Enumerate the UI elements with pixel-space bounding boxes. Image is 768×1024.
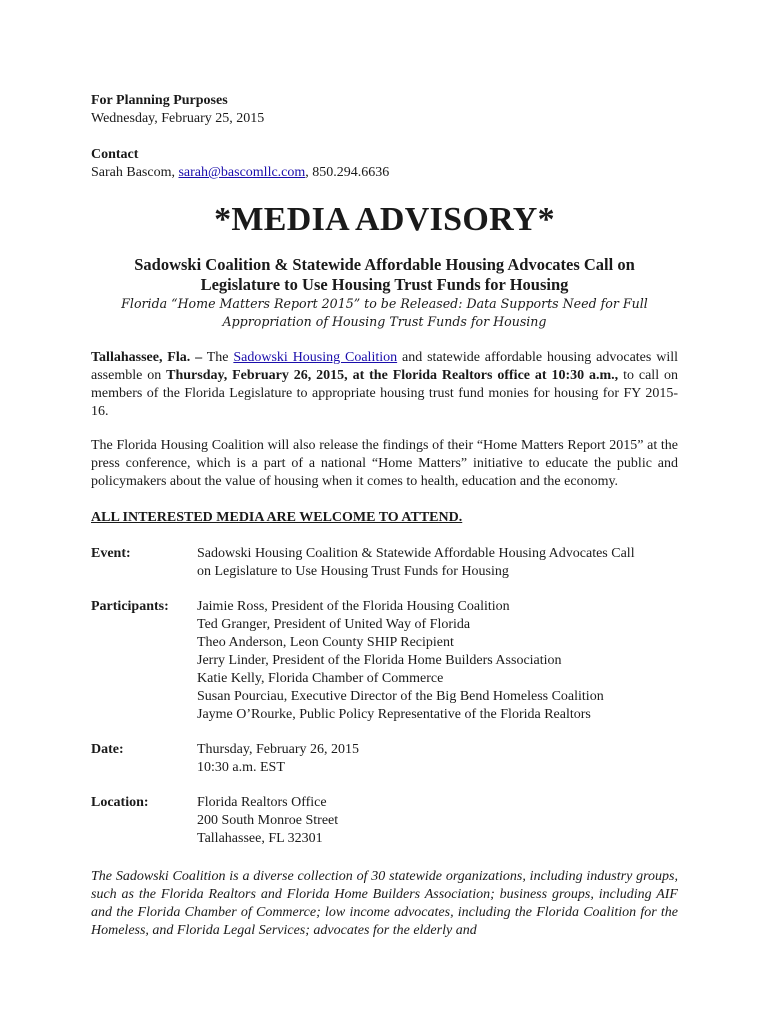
planning-block bbox=[91, 92, 678, 128]
contact-line bbox=[91, 164, 678, 182]
planning-date: Wednesday, February 25, 2015 bbox=[91, 111, 265, 126]
location-row bbox=[91, 794, 678, 848]
location-line: Florida Realtors Office bbox=[197, 795, 327, 810]
subheadline bbox=[91, 295, 678, 331]
headline bbox=[91, 255, 678, 295]
location-line: 200 South Monroe Street bbox=[197, 813, 339, 828]
contact-phone: , 850.294.6636 bbox=[305, 165, 390, 180]
participants-value bbox=[197, 598, 678, 724]
participant-item: Jerry Linder, President of the Florida Home Builders Association bbox=[197, 653, 562, 668]
participant-item: Ted Granger, President of United Way of Florida bbox=[197, 617, 471, 632]
subheadline-line-2: Appropriation of Housing Trust Funds for Housing bbox=[222, 314, 547, 329]
intro-pre-link: The bbox=[202, 350, 234, 365]
location-value bbox=[197, 794, 678, 848]
participant-item: Susan Pourciau, Executive Director of the Big Bend Homeless Coalition bbox=[197, 689, 604, 704]
event-value bbox=[197, 545, 678, 581]
subheadline-line-1: Florida “Home Matters Report 2015” to be Released: Data Supports Need for Full bbox=[121, 296, 648, 311]
time-line: 10:30 a.m. EST bbox=[197, 760, 285, 775]
contact-block bbox=[91, 146, 678, 182]
document-page bbox=[91, 92, 678, 954]
date-line: Thursday, February 26, 2015 bbox=[197, 742, 360, 757]
event-label: Event: bbox=[91, 546, 131, 561]
participants-label: Participants: bbox=[91, 599, 169, 614]
date-value bbox=[197, 741, 678, 777]
event-line: on Legislature to Use Housing Trust Funds for Housing bbox=[197, 564, 509, 579]
participant-item: Jaimie Ross, President of the Florida Housing Coalition bbox=[197, 599, 510, 614]
location-line: Tallahassee, FL 32301 bbox=[197, 831, 323, 846]
contact-email-link[interactable]: sarah@bascomllc.com bbox=[178, 165, 306, 180]
participant-item: Katie Kelly, Florida Chamber of Commerce bbox=[197, 671, 444, 686]
date-row bbox=[91, 741, 678, 777]
sadowski-coalition-link[interactable]: Sadowski Housing Coalition bbox=[233, 350, 398, 365]
event-row bbox=[91, 545, 678, 581]
participant-item: Theo Anderson, Leon County SHIP Recipient bbox=[197, 635, 454, 650]
dateline: Tallahassee, Fla. – bbox=[91, 350, 203, 365]
date-label: Date: bbox=[91, 742, 124, 757]
coalition-description: The Sadowski Coalition is a diverse collection of 30 statewide organizations, including industry groups, such as the Florida Realtors and Florida Home Builders Association; business groups, including AIF and the Florida Chamber of Commerce; low income advocates, including the Florida Coalition for the Homeless, and Florida Legal Services; advocates for the elderly and bbox=[91, 869, 678, 938]
intro-mid: and statewide affordable housing advocates will assemble on bbox=[91, 350, 678, 383]
headline-line-1: Sadowski Coalition & Statewide Affordable Housing Advocates Call on bbox=[134, 255, 635, 274]
participant-item: Jayme O’Rourke, Public Policy Representative of the Florida Realtors bbox=[197, 707, 591, 722]
planning-label: For Planning Purposes bbox=[91, 93, 228, 108]
intro-event-details: Thursday, February 26, 2015, at the Florida Realtors office at 10:30 a.m., bbox=[166, 368, 619, 383]
event-line: Sadowski Housing Coalition & Statewide Affordable Housing Advocates Call bbox=[197, 546, 635, 561]
event-details-table bbox=[91, 545, 678, 848]
intro-paragraph bbox=[91, 349, 678, 421]
report-paragraph: The Florida Housing Coalition will also release the findings of their “Home Matters Report 2015” at the press conference, which is a part of a national “Home Matters” initiative to educate the public and policymakers about the value of housing when it comes to health, education and the economy. bbox=[91, 438, 678, 489]
headline-line-2: Legislature to Use Housing Trust Funds for Housing bbox=[200, 275, 569, 294]
participants-row bbox=[91, 598, 678, 724]
intro-end: to call on members of the Florida Legislature to appropriate housing trust fund monies for housing for FY 2015-16. bbox=[91, 368, 678, 419]
contact-label: Contact bbox=[91, 147, 139, 162]
contact-name: Sarah Bascom, bbox=[91, 165, 179, 180]
media-welcome-banner: ALL INTERESTED MEDIA ARE WELCOME TO ATTEND. bbox=[91, 510, 463, 525]
location-label: Location: bbox=[91, 795, 149, 810]
media-advisory-title: *MEDIA ADVISORY* bbox=[214, 201, 555, 238]
